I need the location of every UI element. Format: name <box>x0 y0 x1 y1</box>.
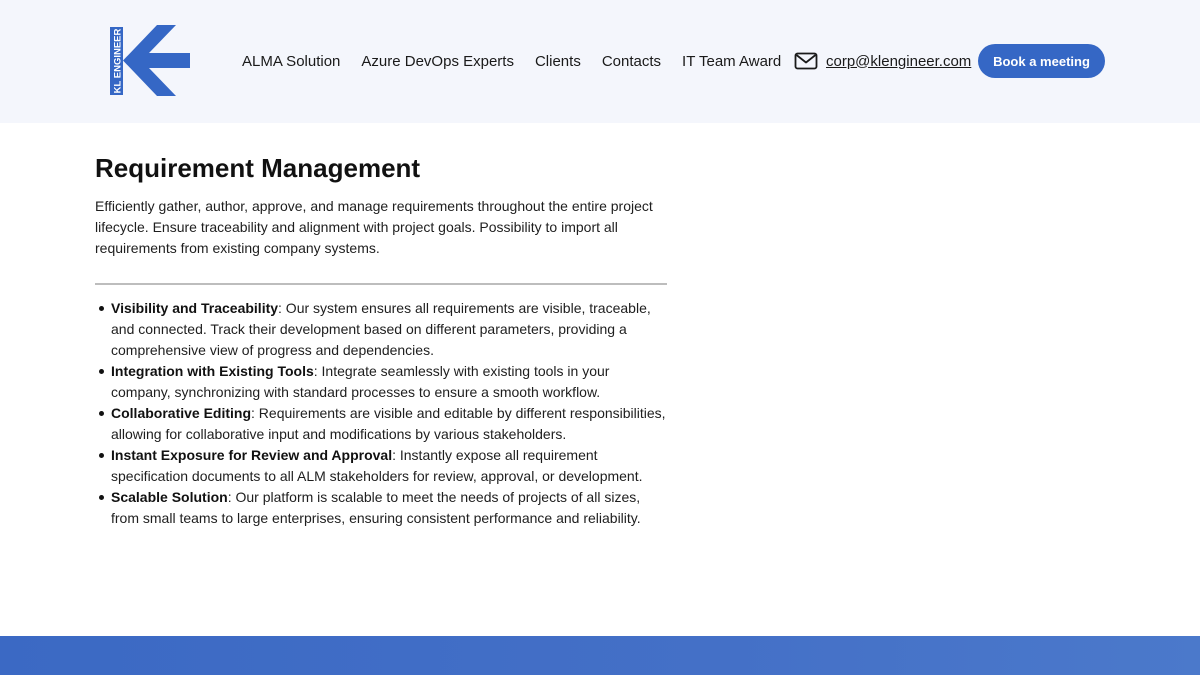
main-nav <box>242 51 802 71</box>
feature-title: Visibility and Traceability <box>111 300 279 316</box>
page-title: Requirement Management <box>95 153 421 183</box>
feature-text: : Instantly expose all requirement specification documents to all ALM stakeholders for review, approval, or development. <box>111 447 643 484</box>
nav-item-alma-solution[interactable]: ALMA Solution <box>242 52 341 70</box>
site-header <box>0 0 1200 123</box>
feature-title: Instant Exposure for Review and Approval <box>111 447 393 463</box>
contact-email <box>794 50 971 72</box>
list-item <box>111 298 667 361</box>
nav-item-contacts[interactable]: Contacts <box>601 52 662 70</box>
nav-item-clients[interactable]: Clients <box>534 52 581 70</box>
feature-title: Collaborative Editing <box>111 405 252 421</box>
nav-item-it-team-award[interactable]: IT Team Award <box>682 52 782 70</box>
feature-title: Integration with Existing Tools <box>111 363 314 379</box>
logo-text: KL ENGINEER <box>112 28 124 94</box>
book-meeting-button[interactable]: Book a meeting <box>978 44 1105 78</box>
feature-list <box>95 298 667 529</box>
feature-title: Scalable Solution <box>111 489 228 505</box>
nav-item-azure-devops-experts[interactable]: Azure DevOps Experts <box>361 52 514 70</box>
feature-text: : Integrate seamlessly with existing tools in your company, synchronizing with standard processes to ensure a smooth workflow. <box>111 363 610 400</box>
divider <box>95 283 667 285</box>
feature-text: : Requirements are visible and editable by different responsibilities, allowing for collaborative input and modifications by various stakeholders. <box>111 405 666 442</box>
footer-band <box>0 636 1200 675</box>
kl-engineer-logo-icon <box>108 24 192 98</box>
intro-paragraph: Efficiently gather, author, approve, and manage requirements throughout the entire project lifecycle. Ensure traceability and alignment with project goals. Possibility to import all requirements from existing company systems. <box>95 198 653 256</box>
feature-text: : Our system ensures all requirements are visible, traceable, and connected. Track their development based on different parameters, providing a comprehensive view of progress and dependencies. <box>111 300 651 358</box>
main-content <box>95 150 667 529</box>
feature-text: : Our platform is scalable to meet the needs of projects of all sizes, from small teams to large enterprises, ensuring consistent performance and reliability. <box>111 489 641 526</box>
list-item <box>111 487 667 529</box>
list-item <box>111 361 667 403</box>
email-link[interactable]: corp@klengineer.com <box>826 52 972 70</box>
envelope-icon <box>794 50 818 72</box>
list-item <box>111 403 667 445</box>
list-item <box>111 445 667 487</box>
